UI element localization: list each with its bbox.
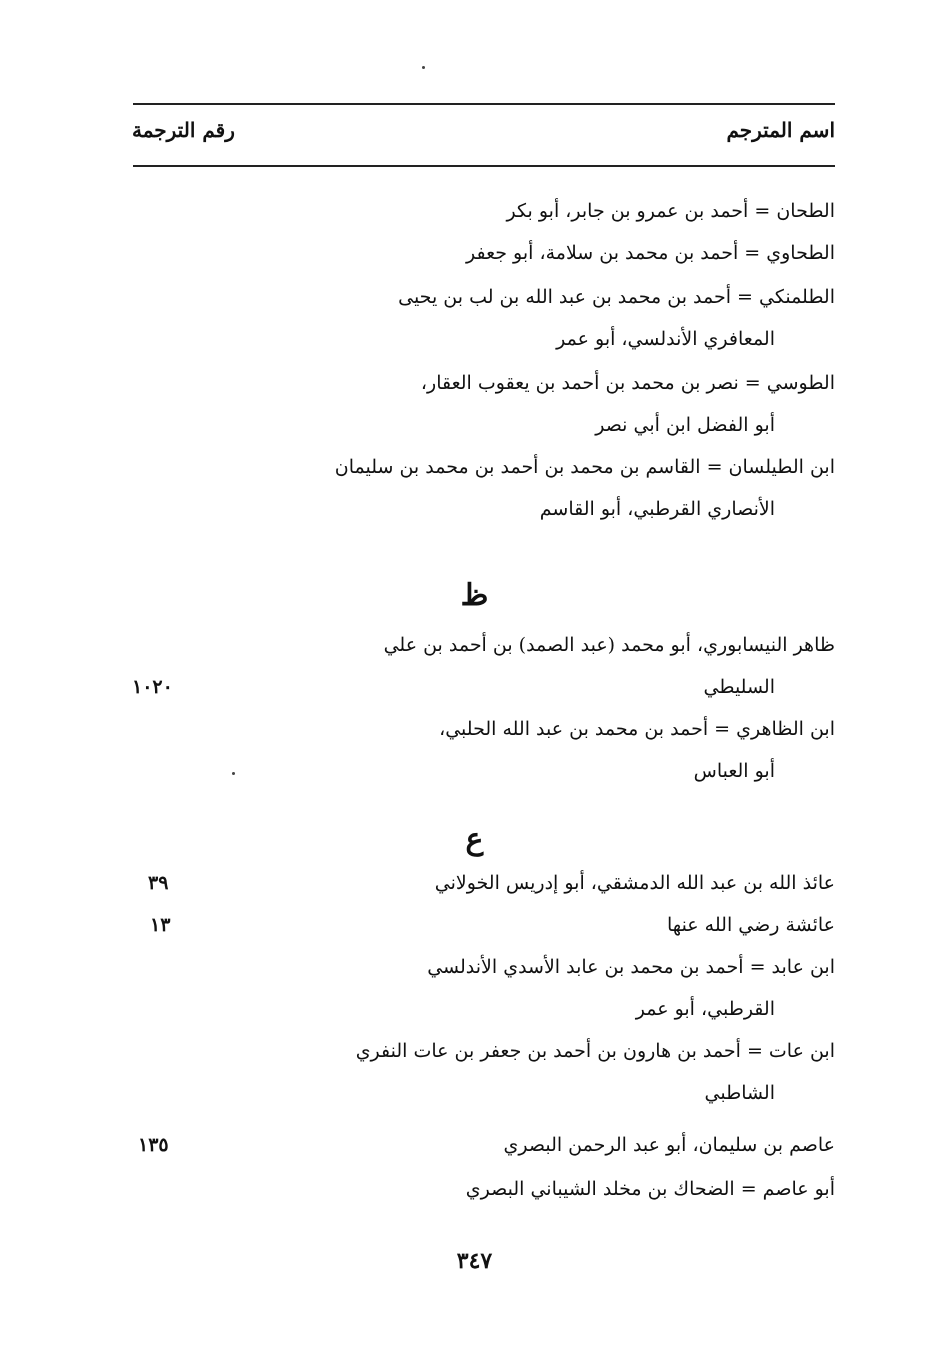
entry-line: ظاهر النيسابوري، أبو محمد (عبد الصمد) بن أحمد بن علي — [383, 634, 835, 656]
entry-line: الطحاوي = أحمد بن محمد بن سلامة، أبو جعفر — [465, 242, 835, 264]
scan-speck — [422, 66, 425, 69]
entry-line-continued: أبو العباس — [693, 760, 775, 782]
index-entry — [275, 232, 835, 274]
header-bottom-rule — [133, 165, 835, 167]
entry-line-continued: الشاطبي — [704, 1082, 775, 1104]
index-entry — [275, 624, 835, 708]
entry-line: ابن الظاهري = أحمد بن محمد بن عبد الله الحلبي، — [439, 718, 835, 740]
page-number: ٣٤٧ — [456, 1248, 493, 1274]
section-letter-za: ظ — [460, 578, 489, 613]
entry-line: ابن الطيلسان = القاسم بن محمد بن أحمد بن محمد بن سليمان — [334, 456, 835, 478]
header-top-rule — [133, 103, 835, 105]
entry-line: عاصم بن سليمان، أبو عبد الرحمن البصري — [503, 1134, 835, 1156]
index-entry — [275, 1124, 835, 1166]
entry-line: ابن عابد = أحمد بن محمد بن عابد الأسدي الأندلسي — [427, 956, 835, 978]
entry-line: الطحان = أحمد بن عمرو بن جابر، أبو بكر — [506, 200, 835, 222]
translation-number: ١٣ — [150, 914, 171, 936]
entry-line-continued: أبو الفضل ابن أبي نصر — [595, 414, 775, 436]
entry-line: الطوسي = نصر بن محمد بن أحمد بن يعقوب العقار، — [420, 372, 835, 394]
index-entry — [275, 1030, 835, 1114]
entry-line: أبو عاصم = الضحاك بن مخلد الشيباني البصري — [465, 1178, 835, 1200]
header-name-column: اسم المترجم — [726, 118, 835, 142]
index-entry — [275, 1168, 835, 1210]
section-letter-ain: ع — [465, 822, 484, 857]
entry-line-continued: الأنصاري القرطبي، أبو القاسم — [539, 498, 775, 520]
translation-number: ١٣٥ — [138, 1134, 169, 1156]
entry-line: عائشة رضي الله عنها — [667, 914, 835, 936]
translation-number: ٣٩ — [148, 872, 169, 894]
index-entry — [275, 446, 835, 530]
entry-line-continued: القرطبي، أبو عمر — [635, 998, 775, 1020]
entry-line-continued: المعافري الأندلسي، أبو عمر — [556, 328, 775, 350]
entry-line: عائذ الله بن عبد الله الدمشقي، أبو إدريس الخولاني — [434, 872, 835, 894]
index-entry — [275, 904, 835, 946]
index-entry — [275, 190, 835, 232]
index-entry — [275, 946, 835, 1030]
scan-speck — [232, 772, 235, 775]
entry-line: ابن عات = أحمد بن هارون بن أحمد بن جعفر بن عات النفري — [355, 1040, 835, 1062]
entry-line-continued: السليطي — [703, 676, 775, 698]
translation-number: ١٠٢٠ — [132, 676, 173, 698]
index-entry — [275, 862, 835, 904]
entry-line: الطلمنكي = أحمد بن محمد بن عبد الله بن لب بن يحيى — [398, 286, 835, 308]
index-entry — [275, 708, 835, 792]
header-number-column: رقم الترجمة — [132, 118, 235, 142]
index-entry — [275, 276, 835, 360]
index-entry — [275, 362, 835, 446]
